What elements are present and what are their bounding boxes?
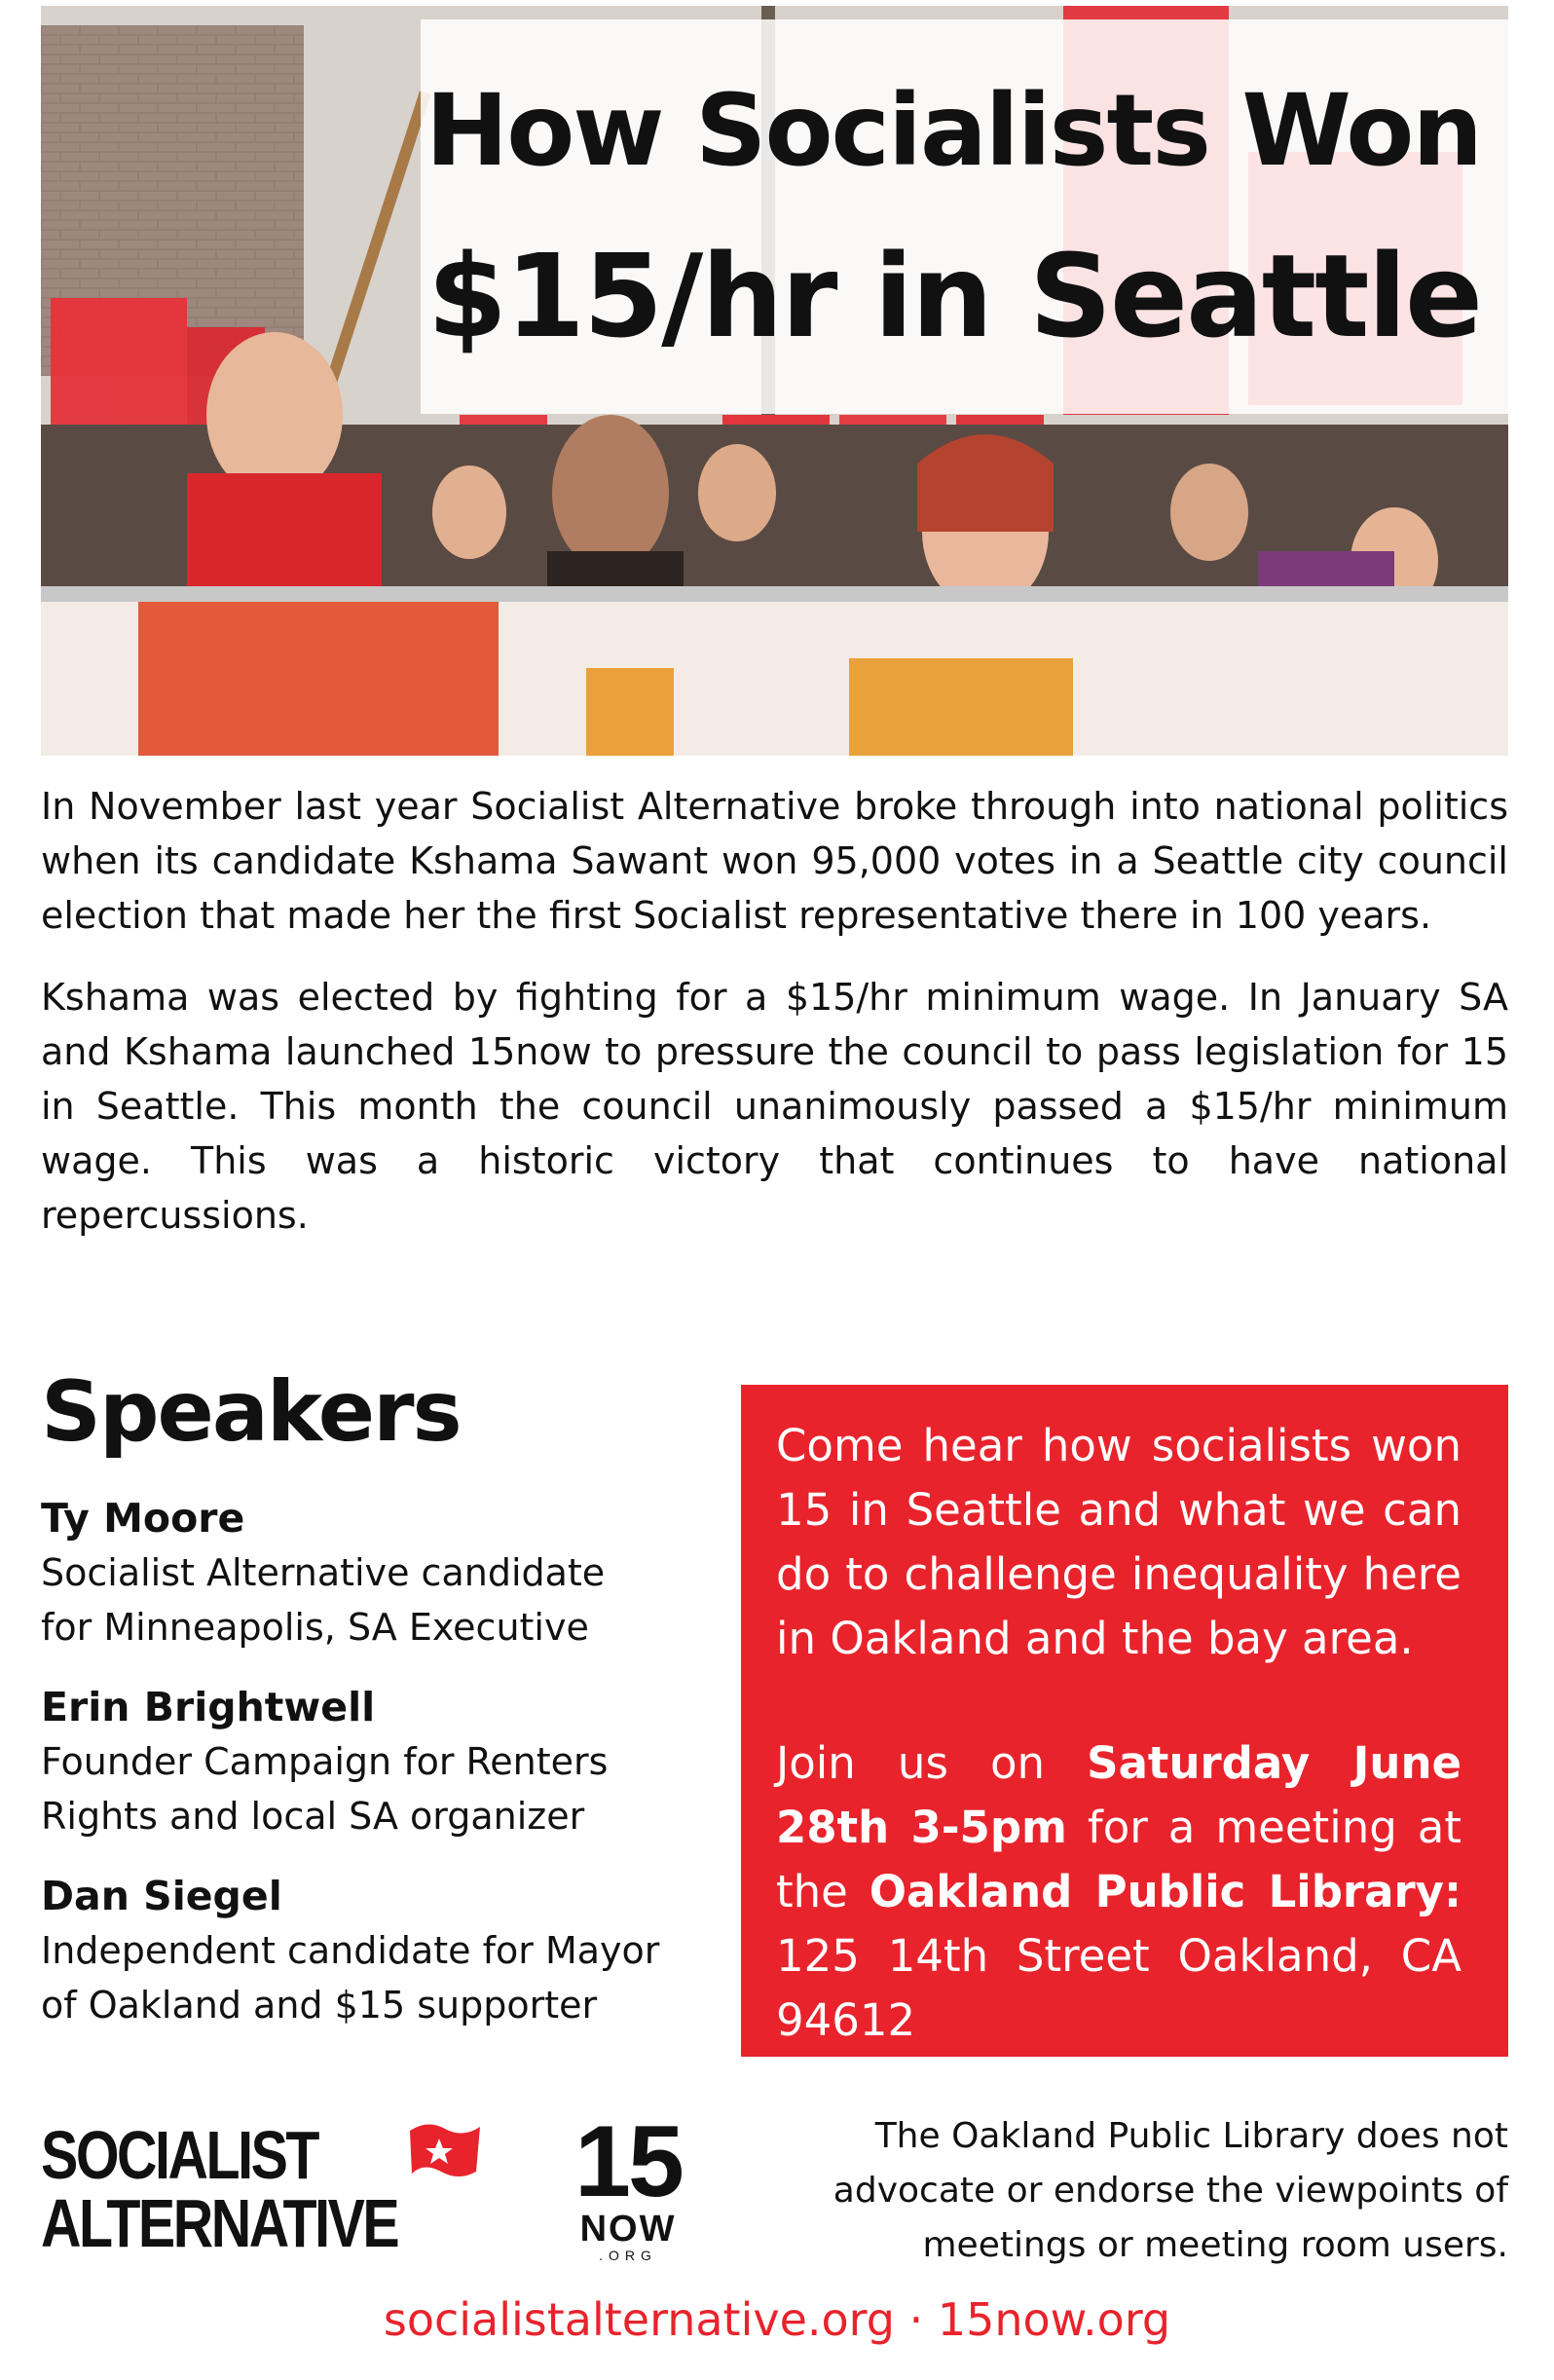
intro-paragraph-2: Kshama was elected by fighting for a $15/hr minimum wage. In January SA and Kshama launched 15now to pressure the council to pass legislation for 15 in Seattle. This month the council unanimously passed a $15/hr minimum wage. This was a historic victory that continues to have national repercussions. (41, 976, 1508, 1237)
page-title-line2: $15/hr in Seattle (426, 229, 1481, 363)
event-venue: Oakland Public Library: (869, 1866, 1462, 1917)
library-disclaimer: The Oakland Public Library does not advocate or endorse the viewpoints of meetings or meeting room users. (832, 2116, 1508, 2265)
title-box (421, 19, 1508, 414)
callout-intro: Come hear how socialists won 15 in Seattle and what we can do to challenge inequality here in Oakland and the bay area. (776, 1420, 1462, 1664)
sa-logo-word-alternative: ALTERNATIVE (41, 2185, 398, 2261)
intro-paragraph-1: In November last year Socialist Alternative broke through into national politics when its candidate Kshama Sawant won 95,000 votes in a Seattle city council election that made her the first Socialist representative there in 100 years. (41, 785, 1508, 937)
callout-event-details (776, 1731, 1462, 2053)
event-callout-box (741, 1385, 1508, 2057)
speaker-desc: of Oakland and $15 supporter (41, 1984, 598, 2027)
speaker-name: Ty Moore (41, 1495, 245, 1542)
event-date-time: Saturday June 28th 3-5pm (776, 1737, 1462, 1853)
speaker-desc: for Minneapolis, SA Executive (41, 1606, 589, 1649)
speaker-desc: Independent candidate for Mayor (41, 1929, 660, 1972)
speakers-section (41, 1358, 722, 2058)
speakers-heading: Speakers (41, 1363, 461, 1461)
sa-logo-word-socialist: SOCIALIST (41, 2117, 318, 2193)
15now-logo (555, 2105, 701, 2269)
speaker-desc: Founder Campaign for Renters (41, 1740, 609, 1783)
footer-urls: socialistalternative.org · 15now.org (383, 2293, 1171, 2346)
red-flag-icon (406, 2117, 484, 2185)
page-title-line1: How Socialists Won (425, 73, 1481, 189)
speaker-desc: Socialist Alternative candidate (41, 1551, 606, 1594)
speaker-dan-siegel (41, 1869, 722, 2032)
15now-logo-org: .ORG (599, 2248, 657, 2263)
socialist-alternative-logo (41, 2113, 499, 2259)
speaker-ty-moore (41, 1491, 722, 1655)
join-middle: for a meeting at the (776, 1802, 1462, 1917)
15now-logo-number: 15 (574, 2105, 682, 2218)
event-address: 125 14th Street Oakland, CA 94612 (776, 1930, 1462, 2046)
join-prefix: Join us on (776, 1737, 1088, 1789)
15now-logo-word: NOW (579, 2209, 677, 2250)
speaker-erin-brightwell (41, 1680, 722, 1843)
speaker-desc: Rights and local SA organizer (41, 1795, 585, 1838)
hero-photo (41, 6, 1508, 756)
intro-text (41, 779, 1508, 1270)
speaker-name: Erin Brightwell (41, 1684, 376, 1730)
speaker-name: Dan Siegel (41, 1873, 282, 1919)
